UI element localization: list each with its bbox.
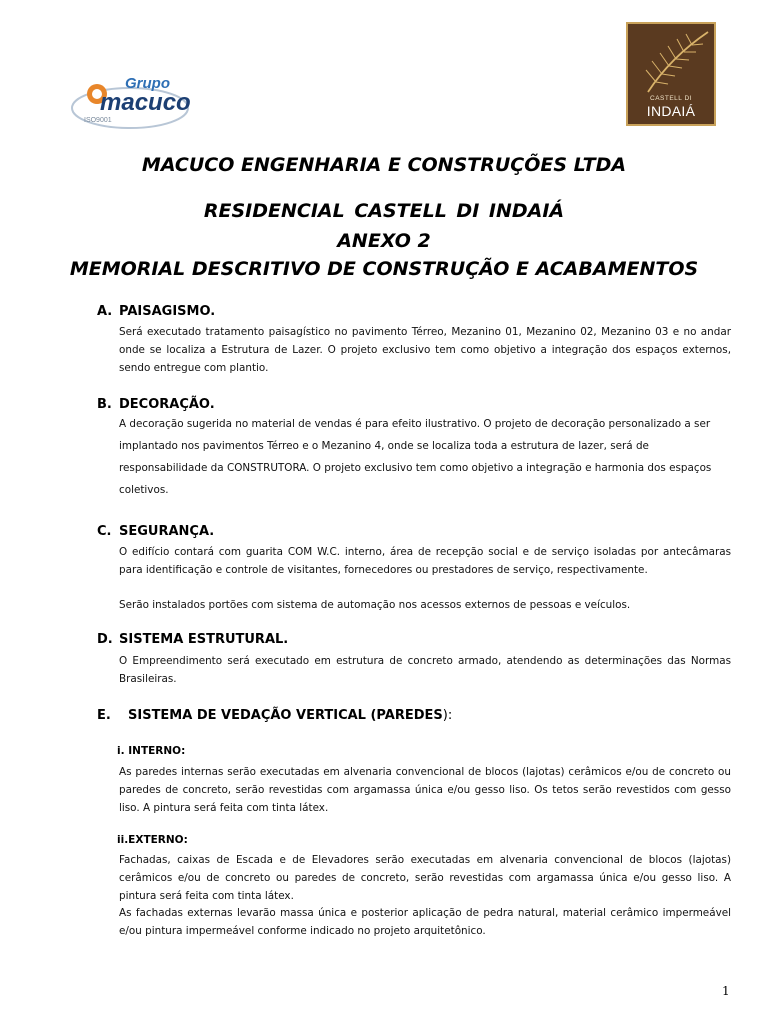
page-number: 1 bbox=[722, 984, 730, 998]
svg-text:macuco: macuco bbox=[100, 89, 191, 116]
section-a-letter: A. bbox=[97, 304, 113, 319]
section-e-letter: E. bbox=[97, 708, 111, 723]
memorial-title: MEMORIAL DESCRITIVO DE CONSTRUÇÃO E ACABAMENTOS bbox=[69, 258, 699, 280]
section-b-heading bbox=[97, 397, 215, 412]
sub-externo-heading: ii.EXTERNO: bbox=[117, 834, 188, 846]
section-e-title-tail: ): bbox=[442, 708, 453, 723]
section-e-title: SISTEMA DE VEDAÇÃO VERTICAL (PAREDES bbox=[128, 708, 443, 723]
section-e-heading bbox=[97, 708, 452, 723]
section-a-title: PAISAGISMO. bbox=[119, 304, 216, 319]
svg-text:Grupo: Grupo bbox=[125, 75, 170, 92]
logo-indaia-text: INDAIÁ bbox=[646, 103, 696, 119]
section-a-heading bbox=[97, 304, 215, 319]
annex-title: ANEXO 2 bbox=[337, 230, 431, 252]
section-d-letter: D. bbox=[97, 632, 113, 647]
section-d-text: O Empreendimento será executado em estrutura de concreto armado, atendendo as determinações das Normas Brasileiras. bbox=[119, 655, 731, 685]
company-title: MACUCO ENGENHARIA E CONSTRUÇÕES LTDA bbox=[141, 154, 627, 176]
castell-di-indaia-logo bbox=[626, 22, 716, 126]
svg-text:ISO9001: ISO9001 bbox=[84, 117, 112, 124]
project-title: RESIDENCIAL CASTELL DI INDAIÁ bbox=[203, 200, 565, 222]
section-c-title: SEGURANÇA. bbox=[119, 524, 215, 539]
sub-externo-text-1: Fachadas, caixas de Escada e de Elevadores serão executadas em alvenaria convencional de blocos (lajotas) cerâmicos e/ou de concreto ou paredes de concreto, serão revestidas com argamassa única e/ou gesso liso. A pintura será feita com tinta látex. bbox=[119, 854, 731, 902]
section-d-heading bbox=[97, 632, 288, 647]
sub-interno-heading: i. INTERNO: bbox=[117, 745, 186, 757]
section-c-text-2: Serão instalados portões com sistema de automação nos acessos externos de pessoas e veículos. bbox=[119, 599, 631, 611]
section-b-letter: B. bbox=[97, 397, 112, 412]
grupo-macuco-logo bbox=[70, 70, 235, 130]
section-c-text-1: O edifício contará com guarita COM W.C. interno, área de recepção social e de serviço isoladas por antecâmaras para identificação e controle de visitantes, fornecedores ou prestadores de serviço, respectivamente. bbox=[119, 546, 731, 576]
section-b-text: A decoração sugerida no material de vendas é para efeito ilustrativo. O projeto de decoração personalizado a ser implantado nos pavimentos Térreo e o Mezanino 4, onde se localiza toda a estrutura de lazer, será de responsabilidade da CONSTRUTORA. O projeto exclusivo tem como objetivo a integração e harmonia dos espaços coletivos. bbox=[119, 418, 712, 496]
sub-externo-text-2: As fachadas externas levarão massa única e posterior aplicação de pedra natural, material cerâmico impermeável e/ou pintura impermeável conforme indicado no projeto arquitetônico. bbox=[119, 907, 731, 937]
section-c-letter: C. bbox=[97, 524, 112, 539]
section-b-title: DECORAÇÃO. bbox=[119, 397, 215, 412]
logo-castell-text: CASTELL DI bbox=[650, 95, 692, 102]
section-c-heading bbox=[97, 524, 214, 539]
sub-interno-text: As paredes internas serão executadas em alvenaria convencional de blocos (lajotas) cerâmicos e/ou de concreto ou paredes de concreto, serão revestidas com argamassa única e/ou gesso liso. Os tetos serão revestidos com gesso liso. A pintura será feita com tinta látex. bbox=[119, 766, 731, 814]
section-a-text: Será executado tratamento paisagístico no pavimento Térreo, Mezanino 01, Mezanino 02, Mezanino 03 e no andar onde se localiza a Estrutura de Lazer. O projeto exclusivo tem como objetivo a integração dos espaços externos, sendo entregue com plantio. bbox=[119, 326, 731, 374]
section-d-title: SISTEMA ESTRUTURAL. bbox=[119, 632, 289, 647]
